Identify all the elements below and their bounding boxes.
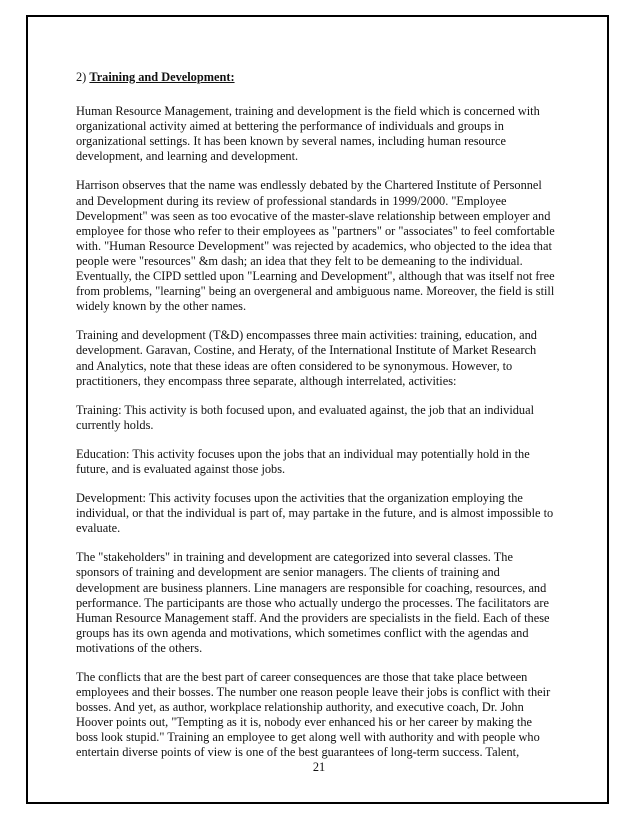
text-line: with. "Human Resource Development" was rejected by academics, who objected to the idea that bbox=[76, 238, 552, 253]
paragraph bbox=[76, 670, 571, 761]
text-line: Harrison observes that the name was endlessly debated by the Chartered Institute of Personnel bbox=[76, 178, 542, 193]
text-line: The conflicts that are the best part of career consequences are those that take place between bbox=[76, 670, 528, 684]
section-title: Training and Development: bbox=[89, 70, 235, 84]
text-line: boss look stupid." Training an employee to get along well with authority and with people who bbox=[76, 730, 540, 745]
section-heading bbox=[76, 70, 571, 85]
text-line: employee for those who refer to their employees as "partners" or "associates" to feel comfortable bbox=[76, 223, 555, 238]
text-line: performance. The participants are those who actually undergo the processes. The facilitators are bbox=[76, 595, 549, 610]
text-line: development. Garavan, Costine, and Heraty, of the International Institute of Market Research bbox=[76, 343, 537, 358]
text-line: development, and learning and development. bbox=[76, 149, 299, 164]
page-number: 21 bbox=[312, 760, 326, 774]
text-line: bosses. And yet, as author, workplace relationship authority, and executive coach, Dr. John bbox=[76, 700, 524, 715]
text-line: individual, or that the individual is part of, may partake in the future, and is almost impossible to bbox=[76, 506, 554, 521]
text-line: Eventually, the CIPD settled upon "Learning and Development", although that was itself not free bbox=[76, 269, 555, 284]
paragraph bbox=[76, 403, 571, 433]
text-line: employees and their bosses. The number one reason people leave their jobs is conflict with their bbox=[76, 685, 551, 700]
text-line: evaluate. bbox=[76, 521, 121, 536]
text-line: Human Resource Management staff. And the providers are specialists in the field. Each of these bbox=[76, 610, 550, 625]
text-line: The "stakeholders" in training and development are categorized into several classes. The bbox=[76, 550, 513, 565]
text-line: from problems, "learning" being an overgeneral and ambiguous name. Moreover, the field is still bbox=[76, 284, 555, 299]
document-body bbox=[76, 70, 571, 775]
text-line: motivations of the others. bbox=[76, 640, 203, 655]
text-line: Development: This activity focuses upon the activities that the organization employing the bbox=[76, 491, 523, 506]
text-line: Human Resource Management, training and development is the field which is concerned with bbox=[76, 104, 540, 119]
text-line: Development" was seen as too evocative of the master-slave relationship between employer and bbox=[76, 208, 551, 223]
paragraph-container bbox=[76, 104, 571, 760]
text-line: development are business planners. Line managers are responsible for coaching, resources, and bbox=[76, 580, 547, 595]
paragraph bbox=[76, 104, 571, 164]
text-line: practitioners, they encompass three separate, although interrelated, activities: bbox=[76, 373, 457, 388]
text-line: sponsors of training and development are senior managers. The clients of training and bbox=[76, 565, 500, 580]
text-line: Education: This activity focuses upon the jobs that an individual may potentially hold in the bbox=[76, 446, 530, 461]
paragraph bbox=[76, 178, 571, 314]
text-line: widely known by the other names. bbox=[76, 299, 247, 314]
text-line: groups has its own agenda and motivations, which sometimes conflict with the agendas and bbox=[76, 625, 529, 640]
text-line: entertain diverse points of view is one of the best guarantees of long-term success. Talent, bbox=[76, 745, 520, 760]
text-line: Training and development (T&D) encompasses three main activities: training, education, and bbox=[76, 328, 537, 343]
text-line: Hoover points out, "Tempting as it is, nobody ever enhanced his or her career by making the bbox=[76, 715, 532, 730]
text-line: organizational settings. It has been known by several names, including human resource bbox=[76, 134, 506, 149]
paragraph bbox=[76, 447, 571, 477]
text-line: and Development during its review of professional standards in 1999/2000. "Employee bbox=[76, 193, 507, 208]
paragraph bbox=[76, 328, 571, 388]
paragraph bbox=[76, 491, 571, 536]
text-line: future, and is evaluated against those jobs. bbox=[76, 461, 286, 476]
text-line: and Analytics, note that these ideas are often considered to be synonymous. However, to bbox=[76, 358, 513, 373]
paragraph bbox=[76, 550, 571, 656]
text-line: Training: This activity is both focused upon, and evaluated against, the job that an individual bbox=[76, 402, 535, 417]
text-line: organizational activity aimed at bettering the performance of individuals and groups in bbox=[76, 119, 504, 134]
section-number: 2) bbox=[76, 70, 87, 84]
text-line: currently holds. bbox=[76, 417, 154, 432]
text-line: people were "resources" &m dash; an idea that they felt to be demeaning to the individual. bbox=[76, 253, 523, 268]
